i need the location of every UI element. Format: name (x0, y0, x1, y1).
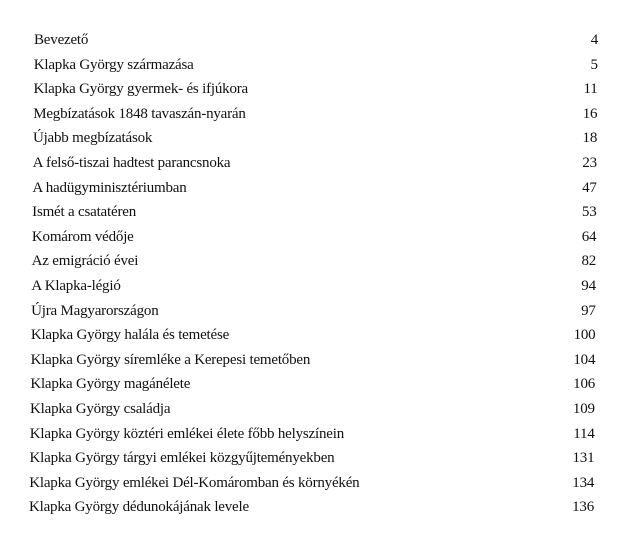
toc-entry-title: Klapka György dédunokájának levele (29, 499, 249, 516)
toc-entry-title: Klapka György magánélete (30, 376, 191, 393)
toc-entry-title: Klapka György családja (30, 400, 171, 417)
toc-entry-title: A felső-tiszai hadtest parancsnoka (32, 154, 231, 171)
toc-entry (0, 126, 632, 151)
toc-entry-page-number: 16 (582, 105, 598, 122)
toc-entry (0, 151, 632, 176)
toc-entry-page-number: 100 (573, 327, 596, 344)
toc-entry-page-number: 23 (582, 154, 597, 171)
toc-entry-page-number: 134 (572, 474, 595, 491)
toc-entry-page-number: 82 (581, 253, 597, 270)
toc-entry-page-number: 106 (573, 376, 596, 393)
toc-entry (0, 77, 632, 102)
toc-entry (0, 446, 632, 471)
toc-entry (0, 495, 632, 520)
toc-entry (0, 28, 632, 53)
toc-entry (0, 249, 632, 274)
toc-entry (0, 397, 632, 422)
toc-entry-page-number: 94 (581, 277, 596, 294)
toc-entry-page-number: 131 (572, 450, 595, 467)
toc-entry-title: Klapka György származása (33, 56, 194, 73)
toc-entry (0, 471, 632, 496)
toc-entry-title: Újra Magyarországon (31, 302, 159, 319)
toc-entry-page-number: 47 (582, 179, 597, 196)
toc-entry-page-number: 11 (583, 81, 598, 98)
toc-entry-title: Klapka György halála és temetése (30, 327, 230, 344)
toc-entry-page-number: 5 (590, 56, 598, 73)
toc-entry-page-number: 18 (582, 130, 598, 147)
toc-entry-page-number: 109 (572, 400, 595, 417)
table-of-contents (0, 28, 632, 520)
toc-entry (0, 102, 632, 127)
toc-entry-page-number: 104 (573, 351, 596, 368)
toc-entry (0, 299, 632, 324)
toc-entry (0, 225, 632, 250)
toc-entry-page-number: 97 (581, 302, 596, 319)
toc-entry-page-number: 64 (581, 228, 597, 245)
toc-entry (0, 323, 632, 348)
toc-entry-title: Klapka György köztéri emlékei élete főbb helyszínein (29, 425, 344, 442)
toc-entry-title: Klapka György gyermek- és ifjúkora (33, 81, 248, 98)
toc-entry-title: Ismét a csatatéren (32, 204, 136, 221)
toc-entry (0, 372, 632, 397)
toc-entry (0, 176, 632, 201)
toc-entry-title: Újabb megbízatások (32, 130, 153, 147)
toc-entry-title: Klapka György emlékei Dél-Komáromban és környékén (29, 474, 360, 491)
toc-entry (0, 274, 632, 299)
toc-entry-title: A hadügyminisztériumban (32, 179, 187, 196)
toc-entry (0, 348, 632, 373)
toc-entry-page-number: 136 (572, 499, 594, 516)
toc-entry-title: Klapka György síremléke a Kerepesi temetőben (30, 351, 311, 368)
toc-entry-title: Klapka György tárgyi emlékei közgyűjteményekben (29, 450, 335, 467)
toc-entry-title: Az emigráció évei (31, 253, 139, 270)
toc-entry-title: Komárom védője (31, 228, 134, 245)
toc-entry-page-number: 4 (590, 32, 598, 48)
toc-entry (0, 200, 632, 225)
toc-entry-page-number: 53 (581, 204, 597, 221)
toc-entry-title: A Klapka-légió (31, 277, 121, 294)
toc-entry (0, 422, 632, 447)
toc-entry-title: Megbízatások 1848 tavaszán-nyarán (33, 105, 246, 122)
toc-entry (0, 53, 632, 78)
toc-entry-title: Bevezető (34, 32, 89, 48)
toc-entry-page-number: 114 (573, 425, 595, 442)
